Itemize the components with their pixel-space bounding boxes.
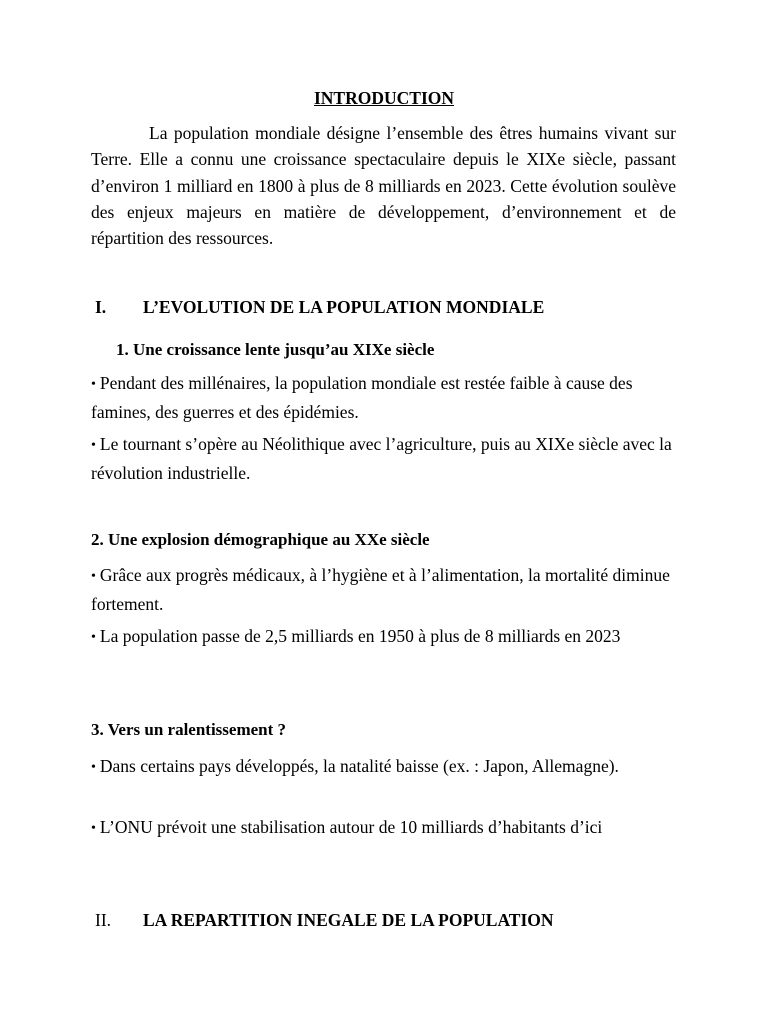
bullet-text: Grâce aux progrès médicaux, à l’hygiène et à l’alimentation, la mortalité diminue fortement.: [91, 565, 670, 614]
section-2-title: LA REPARTITION INEGALE DE LA POPULATION: [143, 910, 554, 930]
bullet-item: [91, 623, 681, 652]
bullet-text: Pendant des millénaires, la population mondiale est restée faible à cause des famines, des guerres et des épidémies.: [91, 373, 633, 422]
bullet-icon: •: [91, 569, 96, 584]
section-1-heading: [95, 296, 544, 318]
bullet-icon: •: [91, 760, 96, 775]
bullet-icon: •: [91, 821, 96, 836]
section-1-title: L’EVOLUTION DE LA POPULATION MONDIALE: [143, 297, 545, 317]
bullet-item: [91, 431, 681, 486]
subsection-1-heading: 1. Une croissance lente jusqu’au XIXe siècle: [116, 340, 435, 359]
intro-paragraph: La population mondiale désigne l’ensemble des êtres humains vivant sur Terre. Elle a connu une croissance spectaculaire depuis le XIXe siècle, passant d’environ 1 milliard en 1800 à plus de 8 milliards en 2023. Cette évolution soulève des enjeux majeurs en matière de développement, d’environnement et de répartition des ressources.: [91, 123, 676, 249]
bullet-icon: •: [91, 630, 96, 645]
bullet-item: [91, 562, 681, 617]
bullet-text: L’ONU prévoit une stabilisation autour de 10 milliards d’habitants d’ici: [99, 817, 603, 837]
subsection-3-heading: 3. Vers un ralentissement ?: [91, 720, 287, 739]
document-title: INTRODUCTION: [313, 88, 455, 108]
bullet-text: La population passe de 2,5 milliards en 1950 à plus de 8 milliards en 2023: [99, 626, 621, 646]
section-1-number: I.: [95, 297, 107, 317]
bullet-item: [91, 753, 681, 782]
bullet-text: Dans certains pays développés, la natalité baisse (ex. : Japon, Allemagne).: [99, 756, 619, 776]
section-2-heading: [95, 909, 554, 931]
bullet-item: [91, 814, 681, 843]
subsection-2-heading: 2. Une explosion démographique au XXe siècle: [91, 530, 430, 549]
section-2-number: II.: [95, 910, 112, 930]
bullet-item: [91, 370, 681, 425]
bullet-icon: •: [91, 377, 96, 392]
bullet-text: Le tournant s’opère au Néolithique avec l’agriculture, puis au XIXe siècle avec la révolution industrielle.: [91, 434, 672, 483]
bullet-icon: •: [91, 438, 96, 453]
